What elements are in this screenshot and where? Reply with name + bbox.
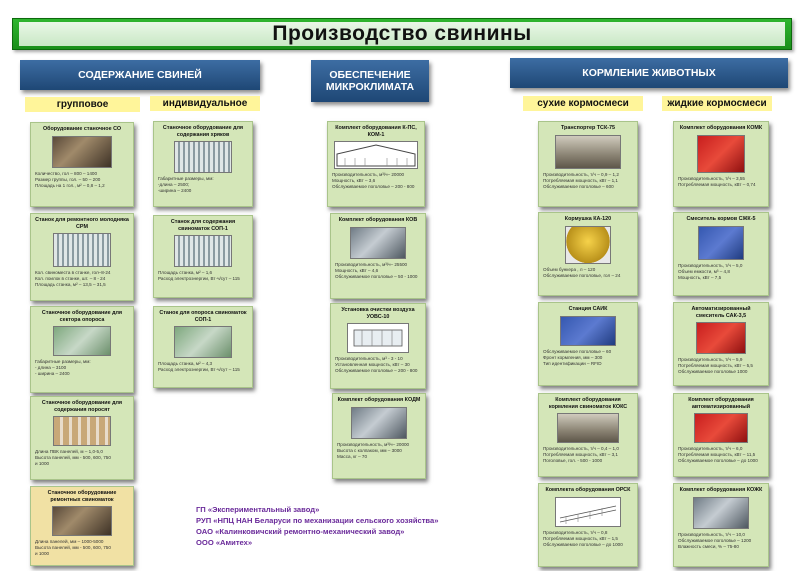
- card-specs: Производительность, т/ч – 10,0 Обслуживаемое поголовье – 1200 Влажность смеси, % – 75-80: [678, 531, 752, 549]
- card-specs: Производительность, т/ч – 3,55 Потребляемая мощность, кВт – 0,74: [678, 175, 756, 187]
- equipment-card: [330, 213, 426, 299]
- card-specs: Объем бункера , л – 120 Обслуживаемое поголовье, гол – 24: [543, 266, 621, 278]
- organization-item: ОАО «Калинковичский ремонтно-механический завод»: [196, 527, 405, 536]
- equipment-photo: [565, 226, 611, 264]
- subsection-dry: сухие кормосмеси: [523, 96, 643, 111]
- card-title: Установка очистки воздуха УОВС-10: [341, 307, 415, 320]
- equipment-photo: [557, 413, 619, 443]
- card-title: Транспортер ТСК-75: [560, 125, 616, 131]
- equipment-card: [538, 302, 638, 386]
- card-specs: Площадь станка, м² – 1,6 Расход электроэнергии, Вт·ч/сут – 115: [158, 270, 240, 281]
- equipment-card: [673, 483, 769, 567]
- equipment-photo: [53, 326, 111, 356]
- card-specs: Длина панелей, мм – 1000-5000 Высота панелей, мм - 500, 600, 750 и 1000: [35, 539, 111, 556]
- equipment-photo: [347, 323, 409, 353]
- card-title: Станция САИК: [568, 306, 608, 312]
- equipment-card: [330, 303, 426, 389]
- equipment-photo: [693, 497, 749, 529]
- card-title: Станочное оборудование для содержания поросят: [41, 400, 123, 413]
- feeder-schematic-icon: [556, 498, 620, 526]
- card-title: Комплект оборудования КОЖК: [679, 487, 763, 493]
- card-specs: Площадь станка, м² – 4,3 Расход электроэнергии, Вт·ч/сут – 115: [158, 361, 240, 372]
- subsection-individual: индивидуальное: [150, 96, 260, 111]
- card-title: Комплект оборудования КОМК: [679, 125, 763, 131]
- equipment-photo: [560, 316, 616, 346]
- card-specs: Производительность, м³ - 3 - 10 Установленная мощность, кВт – 30 Обслуживаемое поголовье – 200 - 800: [335, 356, 418, 373]
- section-climate: ОБЕСПЕЧЕНИЕ МИКРОКЛИМАТА: [311, 60, 429, 102]
- equipment-card: [153, 215, 253, 298]
- card-title: Станок для опороса свиноматок СОП-1: [159, 310, 247, 323]
- card-specs: Производительность, т/ч – 5,9 Потребляемая мощность, кВт – 5,5 Обслуживаемое поголовье 1000: [678, 357, 753, 374]
- card-specs: Кол. свиноместа в станке, гол–8-24 Кол. поилок в станке, шт. – 8 - 24 Площадь станка, м² – 13,5 – 31,5: [35, 270, 111, 287]
- section-feeding: КОРМЛЕНИЕ ЖИВОТНЫХ: [510, 58, 788, 88]
- equipment-card: [538, 121, 638, 207]
- equipment-photo: [53, 416, 111, 446]
- equipment-card: [673, 302, 769, 386]
- card-title: Комплекта оборудования ОРСК: [545, 487, 631, 493]
- card-specs: Габаритные размеры, мм: - длина – 3100 - ширина – 2400: [35, 359, 91, 376]
- card-title: Станочное оборудование для сектора опороса: [41, 310, 123, 323]
- equipment-card: [538, 393, 638, 477]
- equipment-photo: [694, 413, 748, 443]
- equipment-photo: [351, 407, 407, 439]
- subsection-liquid: жидкие кормосмеси: [662, 96, 772, 111]
- equipment-photo: [52, 136, 112, 168]
- card-title: Комплект оборудования кормления свиноматок КОКС: [548, 397, 628, 410]
- equipment-card: [673, 121, 769, 207]
- card-title: Оборудование станочное СО: [42, 126, 122, 132]
- card-title: Смеситель кормов СЖК-5: [686, 216, 756, 222]
- equipment-card: [30, 306, 134, 393]
- equipment-card: [30, 486, 134, 566]
- equipment-photo: [334, 141, 418, 169]
- organization-item: ООО «Амитех»: [196, 538, 253, 547]
- card-title: Комплект оборудования КОДМ: [337, 397, 421, 403]
- title-banner: [12, 18, 792, 50]
- card-specs: Производительность, т/ч – 0,8 Потребляемая мощность, кВт – 1,5 Обслуживаемое поголовье – до 1000: [543, 529, 623, 547]
- equipment-photo: [174, 326, 232, 358]
- card-title: Автоматизированный смеситель САК-3,5: [691, 306, 751, 319]
- equipment-card: [30, 396, 134, 480]
- card-title: Станочное оборудование для содержания хряков: [162, 125, 244, 138]
- equipment-card: [30, 213, 134, 301]
- card-title: Станочное оборудование ремонтных свиноматок: [47, 490, 117, 503]
- organization-item: ГП «Экспериментальный завод»: [196, 505, 320, 514]
- equipment-photo: [698, 226, 744, 260]
- organization-item: РУП «НПЦ НАН Беларуси по механизации сельского хозяйства»: [196, 516, 439, 525]
- card-specs: Габаритные размеры, мм: -длина – 2500; -ширина – 2400: [158, 176, 214, 193]
- equipment-card: [30, 122, 134, 207]
- equipment-card: [153, 306, 253, 388]
- card-specs: Производительность, м³/ч– 20000 Высота с колпаком, мм – 3000 Масса, кг – 70: [337, 441, 410, 459]
- card-title: Станок для содержания свиноматок СОП-1: [170, 219, 236, 232]
- equipment-photo: [555, 497, 621, 527]
- card-specs: Количество, гол – 800 – 1400 Размер группы, гол. – 50 – 200 Площадь на 1 гол., м² – 0,8 – 1,2: [35, 170, 105, 188]
- card-specs: Длина ПВК панелей, м – 1,0-5,0 Высота панелей, мм - 500, 600, 750 и 1000: [35, 449, 111, 466]
- page-title: Производство свинины: [19, 22, 785, 46]
- equipment-card: [538, 483, 638, 567]
- card-specs: Производительность, м³/ч– 20000 Мощность, кВт – 3,6 Обслуживаемое поголовье – 200 - 800: [332, 172, 415, 189]
- subsection-group: групповое: [25, 97, 140, 112]
- card-specs: Обслуживаемое поголовье – 60 Фронт кормления, мм – 300 Тип идентификации – RFID: [543, 348, 612, 366]
- equipment-photo: [52, 506, 112, 536]
- card-title: Комплект оборудования К-ПС, КОМ-1: [335, 125, 417, 138]
- card-title: Кормушка КА-120: [564, 216, 612, 222]
- equipment-photo: [350, 227, 406, 259]
- equipment-card: [538, 212, 638, 296]
- equipment-photo: [696, 322, 746, 354]
- card-title: Комплект оборудования автоматизированный: [688, 397, 754, 410]
- card-specs: Производительность, т/ч – 0,4 – 1,0 Потребляемая мощность, кВт – 3,1 Поголовье, гол. - 500 - 1000: [543, 446, 619, 463]
- equipment-photo: [174, 141, 232, 173]
- card-specs: Производительность, м³/ч– 25500 Мощность, кВт – 4,6 Обслуживаемое поголовье – 50 - 1000: [335, 261, 418, 279]
- equipment-photo: [53, 233, 111, 267]
- card-title: Комплект оборудования КОВ: [338, 217, 418, 223]
- equipment-photo: [697, 135, 745, 173]
- equipment-card: [673, 393, 769, 477]
- air-cleaner-icon: [348, 324, 408, 352]
- card-title: Станок для ремонтного молодняка СРМ: [35, 217, 129, 230]
- equipment-photo: [174, 235, 232, 267]
- equipment-photo: [555, 135, 621, 169]
- equipment-card: [673, 212, 769, 296]
- building-schematic-icon: [335, 142, 417, 168]
- equipment-card: [332, 393, 426, 479]
- card-specs: Производительность, т/ч – 6,0 Потребляемая мощность, кВт – 11,5 Обслуживаемое поголовье – до 1000: [678, 446, 758, 463]
- equipment-card: [153, 121, 253, 207]
- organizations-list: [196, 504, 496, 548]
- card-specs: Производительность, т/ч – 5,0 Объем емкости, м³ – 4,8 Мощность, кВт – 7,5: [678, 262, 743, 280]
- card-specs: Производительность, т/ч – 0,9 – 1,2 Потребляемая мощность, кВт – 1,1 Обслуживаемое поголовье – 600: [543, 171, 619, 189]
- equipment-card: [327, 121, 425, 207]
- section-housing: СОДЕРЖАНИЕ СВИНЕЙ: [20, 60, 260, 90]
